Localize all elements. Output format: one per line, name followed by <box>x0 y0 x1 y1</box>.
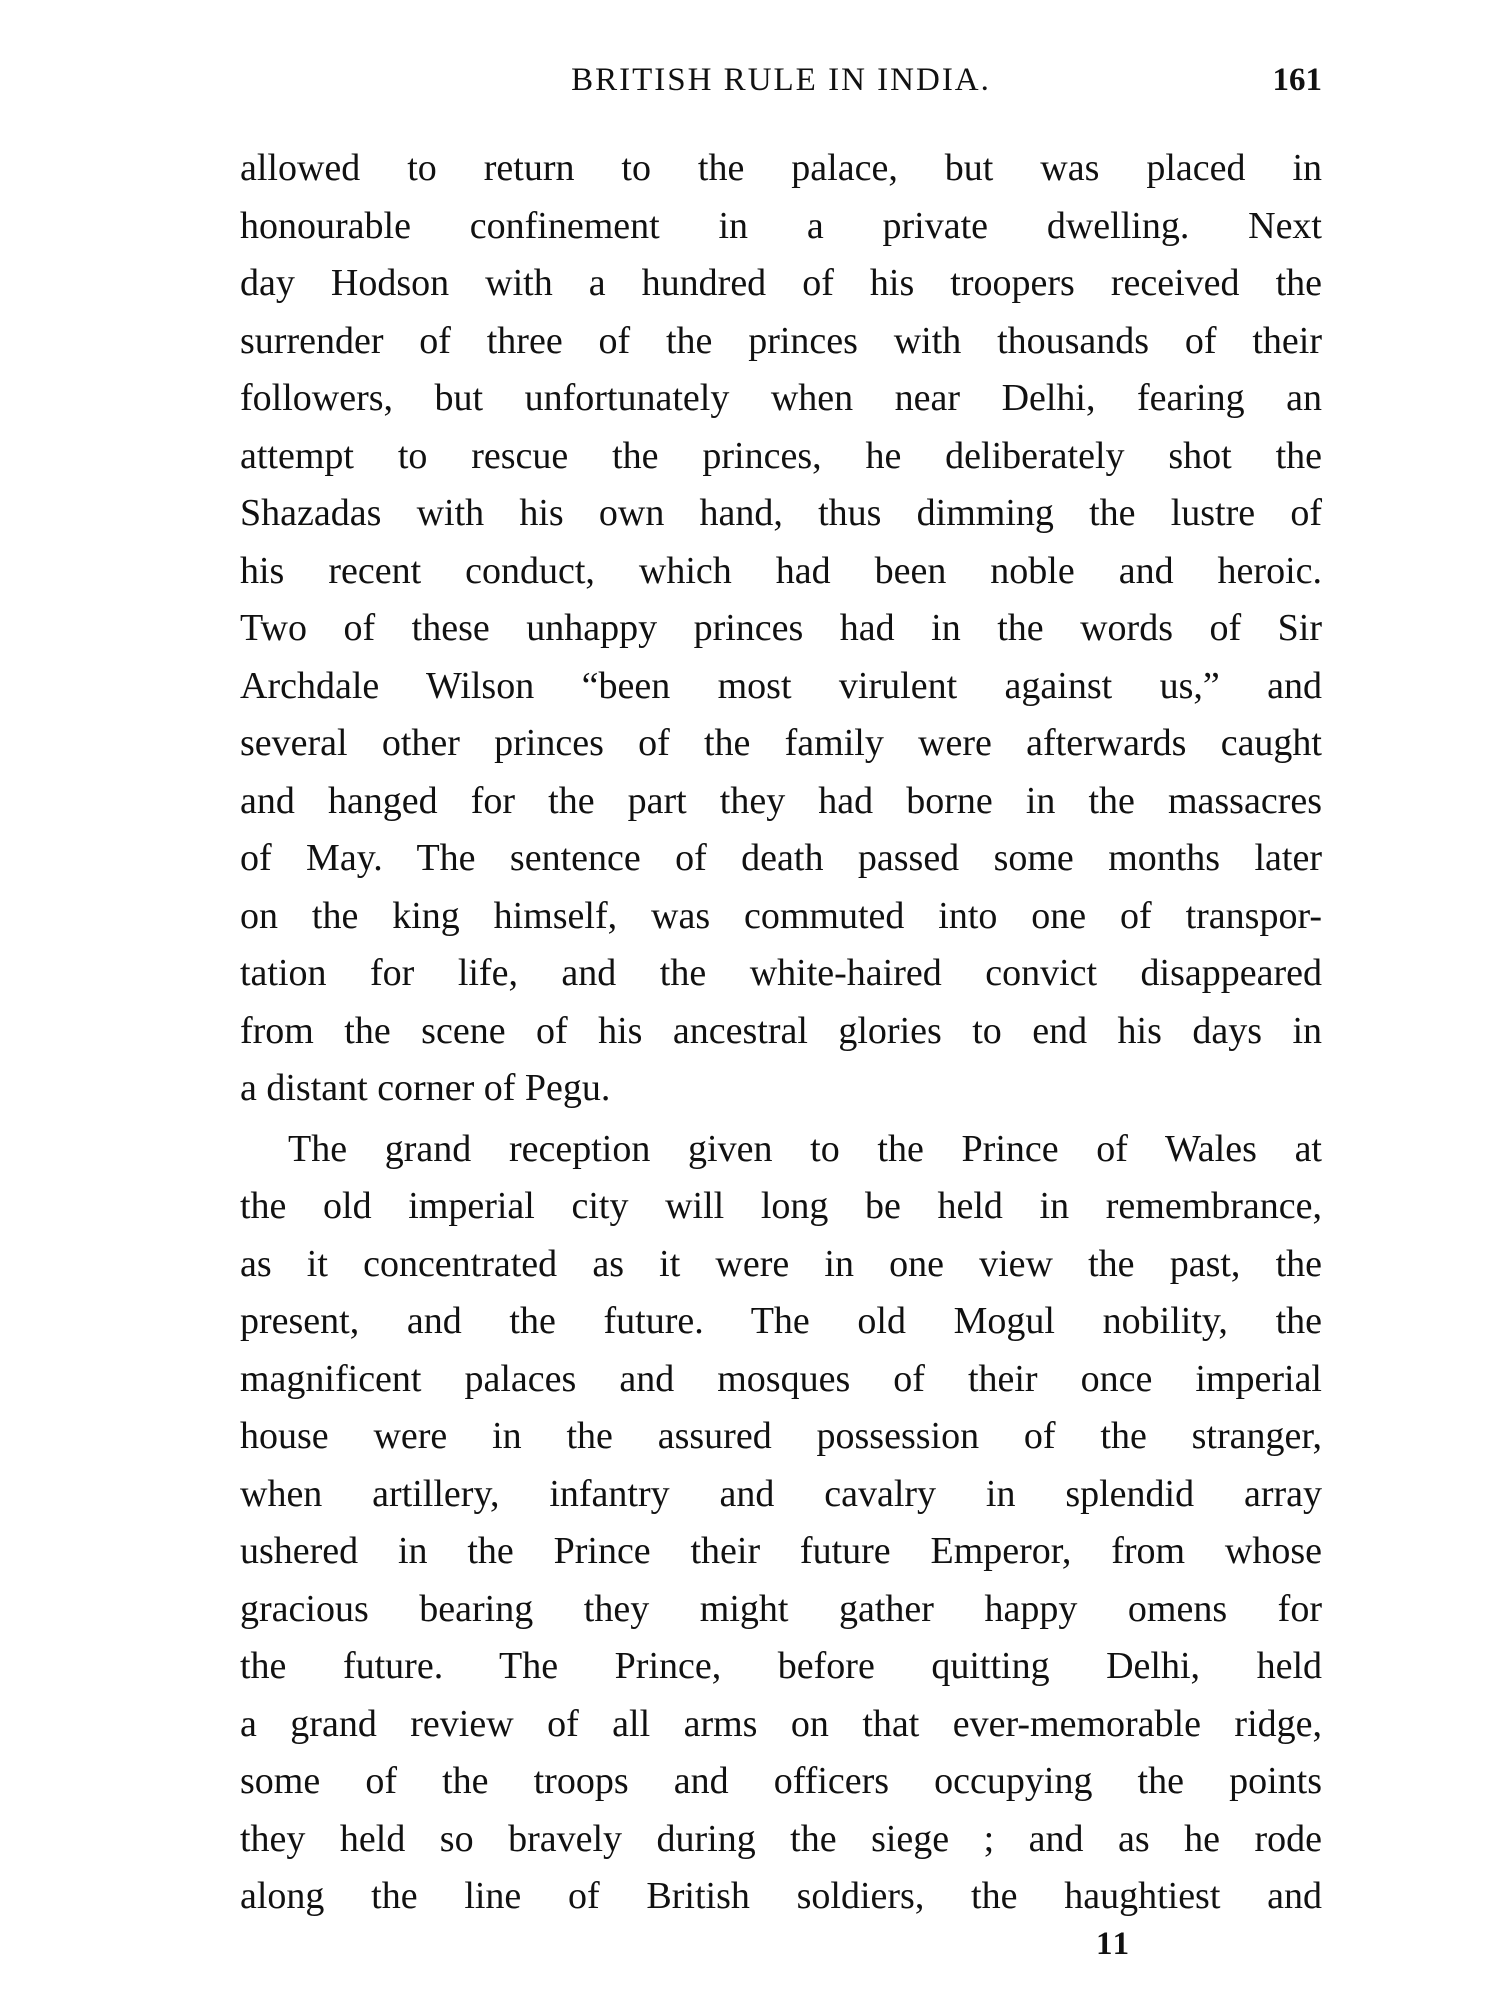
text-line: the future. The Prince, before quitting Delhi, held <box>240 1645 1322 1687</box>
text-line: ushered in the Prince their future Emperor, from whose <box>240 1530 1322 1572</box>
text-line: and hanged for the part they had borne in the massacres <box>240 779 1322 822</box>
text-line: when artillery, infantry and cavalry in splendid array <box>240 1472 1322 1515</box>
page-number: 161 <box>1272 62 1322 98</box>
body-text <box>240 140 1322 1926</box>
text-line: some of the troops and officers occupying the points <box>240 1760 1322 1802</box>
text-line: a grand review of all arms on that ever-memorable ridge, <box>240 1702 1322 1745</box>
text-line: day Hodson with a hundred of his troopers received the <box>240 262 1322 304</box>
text-line: his recent conduct, which had been noble and heroic. <box>240 549 1322 592</box>
text-line: gracious bearing they might gather happy omens for <box>240 1587 1322 1630</box>
text-line: they held so bravely during the siege ; and as he rode <box>240 1817 1322 1860</box>
text-line: present, and the future. The old Mogul nobility, the <box>240 1300 1322 1342</box>
text-line: as it concentrated as it were in one view the past, the <box>240 1242 1322 1285</box>
text-line: honourable confinement in a private dwelling. Next <box>240 204 1322 247</box>
text-line: surrender of three of the princes with thousands of their <box>240 319 1322 362</box>
text-line: magnificent palaces and mosques of their once imperial <box>240 1357 1322 1400</box>
text-line: a distant corner of Pegu. <box>240 1067 611 1109</box>
running-head <box>240 62 1322 112</box>
text-line: The grand reception given to the Prince of Wales at <box>288 1127 1322 1170</box>
text-line: Shazadas with his own hand, thus dimming the lustre of <box>240 492 1322 534</box>
text-line: attempt to rescue the princes, he deliberately shot the <box>240 434 1322 477</box>
paragraph-1 <box>240 140 1322 1118</box>
text-line: the old imperial city will long be held in remembrance, <box>240 1185 1322 1227</box>
text-line: followers, but unfortunately when near Delhi, fearing an <box>240 377 1322 419</box>
text-line: Two of these unhappy princes had in the words of Sir <box>240 607 1322 649</box>
text-line: on the king himself, was commuted into one of transpor- <box>240 894 1322 937</box>
text-line: from the scene of his ancestral glories to end his days in <box>240 1009 1322 1052</box>
text-line: tation for life, and the white-haired convict disappeared <box>240 952 1322 994</box>
running-title: BRITISH RULE IN INDIA. <box>571 62 991 98</box>
text-line: along the line of British soldiers, the haughtiest and <box>240 1875 1322 1917</box>
text-line: several other princes of the family were afterwards caught <box>240 722 1322 764</box>
text-line: house were in the assured possession of the stranger, <box>240 1415 1322 1457</box>
signature-mark: 11 <box>1096 1926 1132 1962</box>
text-line: allowed to return to the palace, but was placed in <box>240 147 1322 189</box>
text-line: of May. The sentence of death passed some months later <box>240 837 1322 879</box>
text-line: Archdale Wilson “been most virulent against us,” and <box>240 664 1322 707</box>
paragraph-2 <box>240 1121 1322 1926</box>
